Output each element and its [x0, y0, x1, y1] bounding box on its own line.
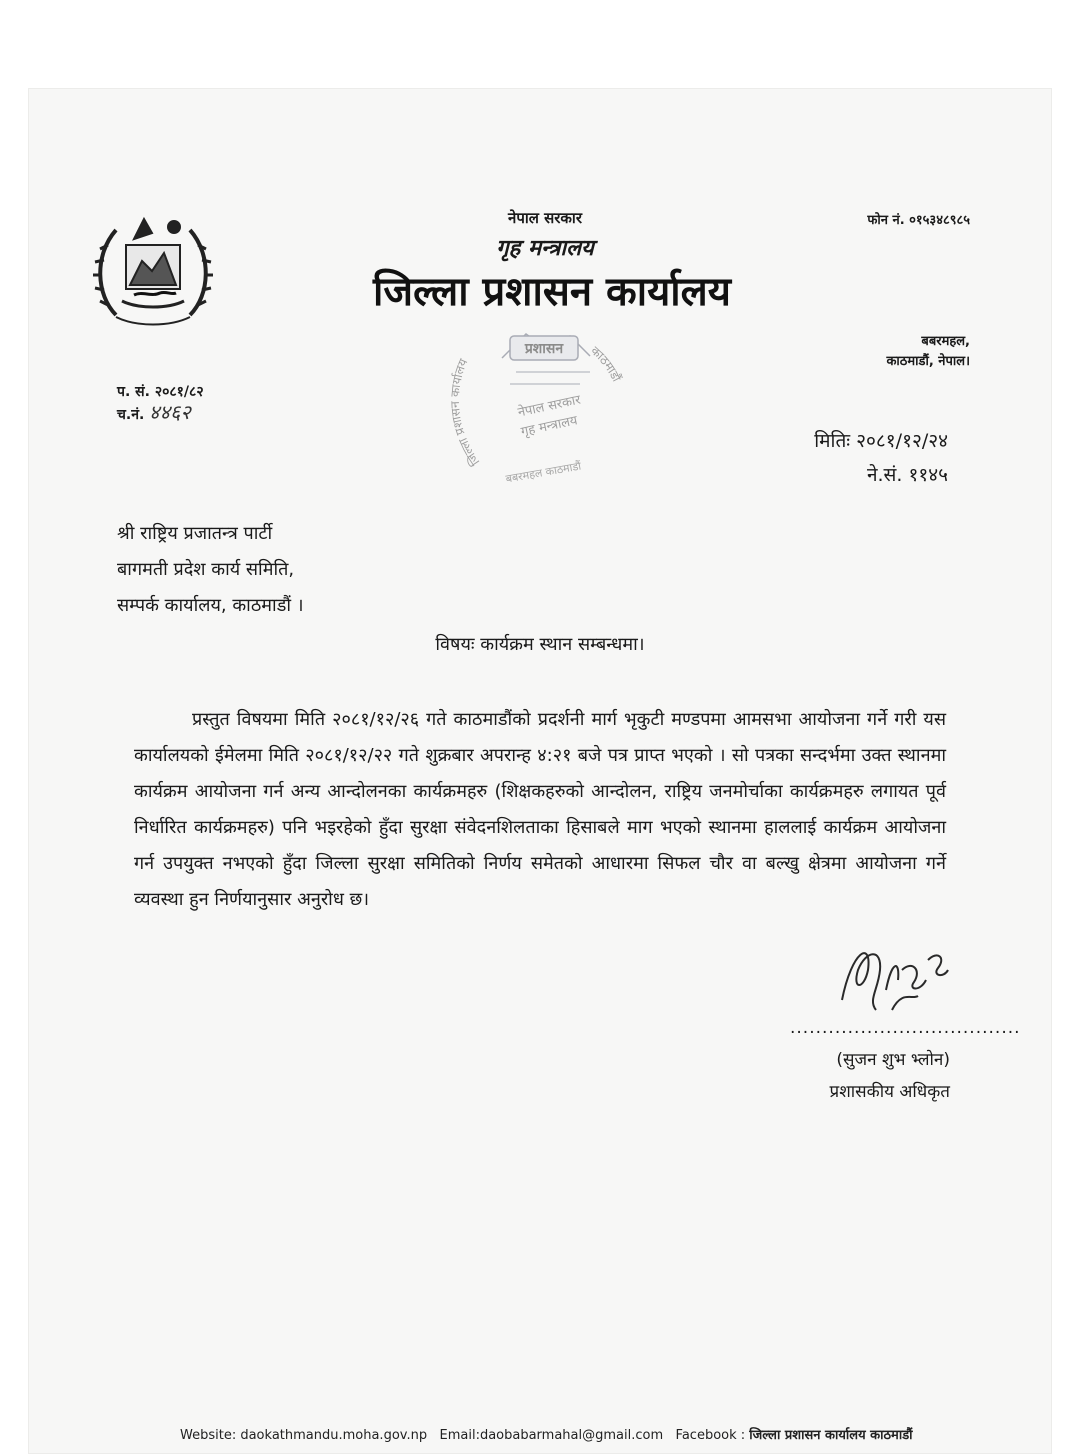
cn-value: ४४६२ [149, 400, 191, 424]
stamp-center-text: प्रशासन [524, 341, 564, 357]
svg-text:काठमाडौं [588, 344, 624, 385]
letter-footer [180, 1425, 940, 1443]
recipient-line-1: श्री राष्ट्रिय प्रजातन्त्र पार्टी [117, 523, 273, 544]
office-title: जिल्ला प्रशासन कार्यालय [373, 269, 731, 315]
stamp-line-2: गृह मन्त्रालय [519, 413, 579, 440]
email-label: Email: [439, 1428, 480, 1443]
office-address [790, 332, 970, 372]
signatory-title: प्रशासकीय अधिकृत [829, 1082, 950, 1102]
stamp-arc-right: काठमाडौं [588, 343, 624, 384]
subject-line: विषयः कार्यक्रम स्थान सम्बन्धमा। [435, 634, 645, 655]
office-stamp [440, 312, 650, 488]
recipient-block [117, 516, 304, 624]
ministry-label: गृह मन्त्रालय [496, 236, 594, 261]
address-line-2: काठमाडौं, नेपाल। [886, 354, 970, 369]
recipient-line-2: बागमती प्रदेश कार्य समिति, [117, 559, 295, 580]
signature-dots: .................................... [790, 1018, 1021, 1038]
body-paragraph: प्रस्तुत विषयमा मिति २०८१/१२/२६ गते काठमाडौंको प्रदर्शनी मार्ग भृकुटी मण्डपमा आमसभा आयोजना गर्ने गरी यस कार्यालयको ईमेलमा मिति २०८१/१२/२२ गते शुक्रबार अपरान्ह ४:२१ बजे पत्र प्राप्त भएको । सो पत्रका सन्दर्भमा उक्त स्थानमा कार्यक्रम आयोजना गर्न अन्य आन्दोलनका कार्यक्रमहरु (शिक्षकहरुको आन्दोलन, राष्ट्रिय जनमोर्चाका कार्यक्रमहरु लगायत पूर्व निर्धारित कार्यक्रमहरु) पनि भइरहेको हुँदा सुरक्षा संवेदनशिलताका हिसाबले माग भएको स्थानमा हाललाई कार्यक्रम आयोजना गर्न उपयुक्त नभएको हुँदा जिल्ला सुरक्षा समितिको निर्णय समेतको आधारमा सिफल चौर वा बल्खु क्षेत्रमा आयोजना गर्ने व्यवस्था हुन निर्णयानुसार अनुरोध छ। [134, 709, 946, 910]
date-block [680, 424, 948, 492]
cn-label: च.नं. [117, 407, 145, 423]
email-link[interactable]: daobabarmahal@gmail.com [479, 1428, 664, 1443]
cn-line [117, 402, 204, 425]
signatory-block [790, 1012, 1021, 1108]
reference-block [117, 382, 204, 425]
ps-label: प. सं. [117, 384, 150, 400]
ps-line [117, 382, 204, 402]
nepal-emblem-icon [86, 205, 220, 333]
facebook-link[interactable]: जिल्ला प्रशासन कार्यालय काठमाडौं [749, 1428, 913, 1443]
website-label: Website: [180, 1428, 237, 1443]
letter-body [134, 702, 946, 918]
website-link[interactable]: daokathmandu.moha.gov.np [240, 1428, 428, 1443]
ps-value: २०८१/८२ [154, 384, 204, 400]
stamp-arc-left: जिल्ला प्रशासन कार्यालय [447, 356, 483, 469]
stamp-line-1: नेपाल सरकार [516, 392, 582, 421]
stamp-bottom: बबरमहल काठमाडौं [504, 459, 583, 486]
date-line: मितिः २०८१/१२/२४ [814, 430, 948, 452]
signatory-name: (सुजन शुभ भ्लोन) [836, 1050, 950, 1070]
signature-mark [822, 930, 952, 1020]
nepal-sambat-line: ने.सं. ११४५ [866, 464, 948, 486]
govt-label: नेपाल सरकार [508, 209, 582, 227]
svg-text:जिल्ला प्रशासन कार्यालय [448, 356, 482, 468]
phone-number: फोन नं. ०१५३४८९८५ [867, 213, 970, 228]
recipient-line-3: सम्पर्क कार्यालय, काठमाडौं । [117, 595, 304, 616]
address-line-1: बबरमहल, [921, 334, 970, 349]
facebook-label: Facebook : [675, 1428, 746, 1443]
